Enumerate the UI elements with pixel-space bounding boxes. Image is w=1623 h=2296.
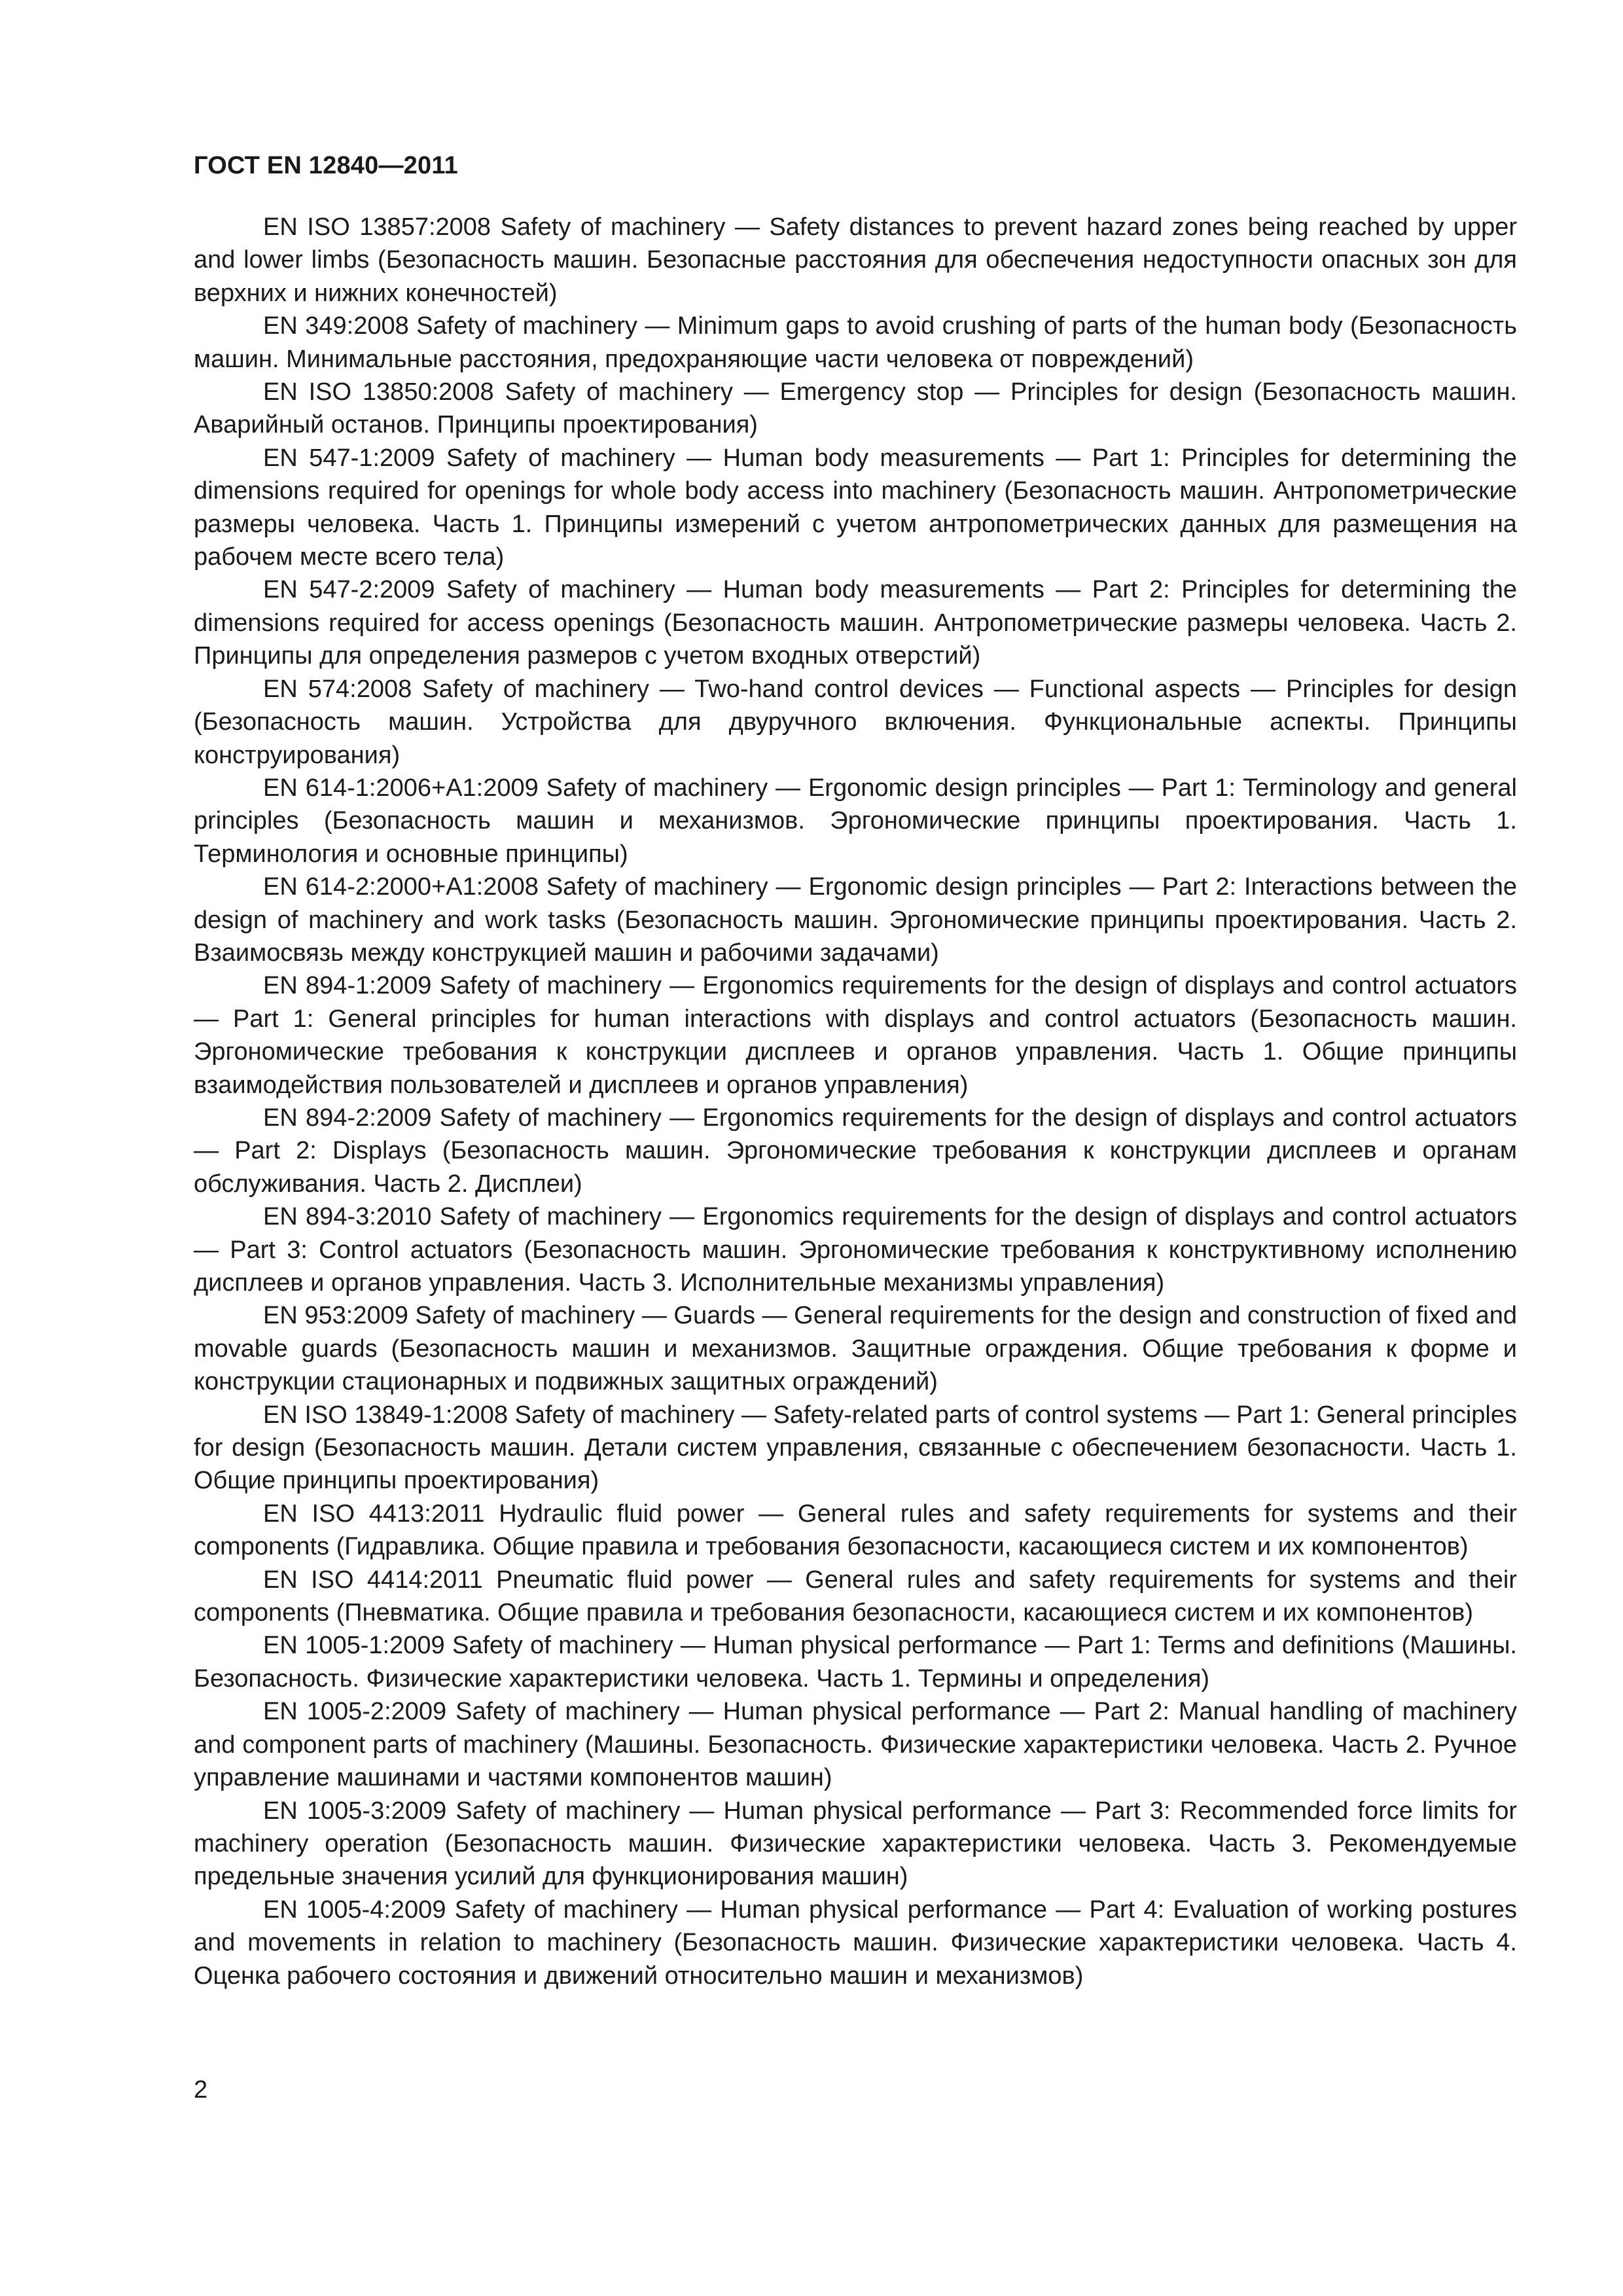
reference-item: EN 1005-4:2009 Safety of machinery — Human physical performance — Part 4: Evaluation of working postures and movements in relation to machinery (Безопасность машин. Физические характеристики человека. Часть 4. Оценка рабочего состояния и движений относительно машин и механизмов): [194, 1895, 1517, 1990]
reference-item: EN ISO 13849-1:2008 Safety of machinery — Safety-related parts of control systems — Part 1: General principles for design (Безопасность машин. Детали систем управления, связанные с обеспечением безопасности. Часть 1. Общие принципы проектирования): [194, 1401, 1517, 1495]
normative-references-list: [194, 211, 1517, 1992]
reference-item: EN 953:2009 Safety of machinery — Guards — General requirements for the design and construction of fixed and movable guards (Безопасность машин и механизмов. Защитные ограждения. Общие требования к форме и конструкции стационарных и подвижных защитных ограждений): [194, 1302, 1517, 1396]
page-number: 2: [194, 2076, 208, 2104]
reference-item: EN 574:2008 Safety of machinery — Two-hand control devices — Functional aspects — Principles for design (Безопасность машин. Устройства для двуручного включения. Функциональные аспекты. Принципы конструирования): [194, 675, 1517, 769]
reference-item: EN 894-3:2010 Safety of machinery — Ergonomics requirements for the design of displays and control actuators — Part 3: Control actuators (Безопасность машин. Эргономические требования к конструктивному исполнению дисплеев и органов управления. Часть 3. Исполнительные механизмы управления): [194, 1203, 1517, 1297]
reference-item: EN 547-1:2009 Safety of machinery — Human body measurements — Part 1: Principles for determining the dimensions required for openings for whole body access into machinery (Безопасность машин. Антропометрические размеры человека. Часть 1. Принципы измерений с учетом антропометрических данных для размещения на рабочем месте всего тела): [194, 444, 1517, 571]
reference-item: EN ISO 13850:2008 Safety of machinery — Emergency stop — Principles for design (Безопасность машин. Аварийный останов. Принципы проектирования): [194, 378, 1517, 439]
reference-item: EN ISO 13857:2008 Safety of machinery — Safety distances to prevent hazard zones being reached by upper and lower limbs (Безопасность машин. Безопасные расстояния для обеспечения недоступности опасных зон для верхних и нижних конечностей): [194, 213, 1517, 307]
reference-item: EN 547-2:2009 Safety of machinery — Human body measurements — Part 2: Principles for determining the dimensions required for access openings (Безопасность машин. Антропометрические размеры человека. Часть 2. Принципы для определения размеров с учетом входных отверстий): [194, 576, 1517, 670]
reference-item: EN 349:2008 Safety of machinery — Minimum gaps to avoid crushing of parts of the human body (Безопасность машин. Минимальные расстояния, предохраняющие части человека от повреждений): [194, 312, 1517, 373]
reference-item: EN 1005-2:2009 Safety of machinery — Human physical performance — Part 2: Manual handling of machinery and component parts of machinery (Машины. Безопасность. Физические характеристики человека. Часть 2. Ручное управление машинами и частями компонентов машин): [194, 1698, 1517, 1792]
reference-item: EN 614-2:2000+A1:2008 Safety of machinery — Ergonomic design principles — Part 2: Interactions between the design of machinery and work tasks (Безопасность машин. Эргономические принципы проектирования. Часть 2. Взаимосвязь между конструкцией машин и рабочими задачами): [194, 873, 1517, 967]
reference-item: EN ISO 4413:2011 Hydraulic fluid power — General rules and safety requirements for systems and their components (Гидравлика. Общие правила и требования безопасности, касающиеся систем и их компонентов): [194, 1499, 1517, 1561]
reference-item: EN 894-2:2009 Safety of machinery — Ergonomics requirements for the design of displays and control actuators — Part 2: Displays (Безопасность машин. Эргономические требования к конструкции дисплеев и органам обслуживания. Часть 2. Дисплеи): [194, 1103, 1517, 1198]
document-header: ГОСТ EN 12840—2011: [194, 152, 458, 179]
reference-item: EN 614-1:2006+A1:2009 Safety of machinery — Ergonomic design principles — Part 1: Terminology and general principles (Безопасность машин и механизмов. Эргономические принципы проектирования. Часть 1. Терминология и основные принципы): [194, 774, 1517, 868]
reference-item: EN 1005-3:2009 Safety of machinery — Human physical performance — Part 3: Recommended force limits for machinery operation (Безопасность машин. Физические характеристики человека. Часть 3. Рекомендуемые предельные значения усилий для функционирования машин): [194, 1797, 1517, 1891]
reference-item: EN 894-1:2009 Safety of machinery — Ergonomics requirements for the design of displays and control actuators — Part 1: General principles for human interactions with displays and control actuators (Безопасность машин. Эргономические требования к конструкции дисплеев и органов управления. Часть 1. Общие принципы взаимодействия пользователей и дисплеев и органов управления): [194, 972, 1517, 1099]
reference-item: EN 1005-1:2009 Safety of machinery — Human physical performance — Part 1: Terms and definitions (Машины. Безопасность. Физические характеристики человека. Часть 1. Термины и определения): [194, 1632, 1517, 1693]
reference-item: EN ISO 4414:2011 Pneumatic fluid power — General rules and safety requirements for systems and their components (Пневматика. Общие правила и требования безопасности, касающиеся систем и их компонентов): [194, 1566, 1517, 1627]
